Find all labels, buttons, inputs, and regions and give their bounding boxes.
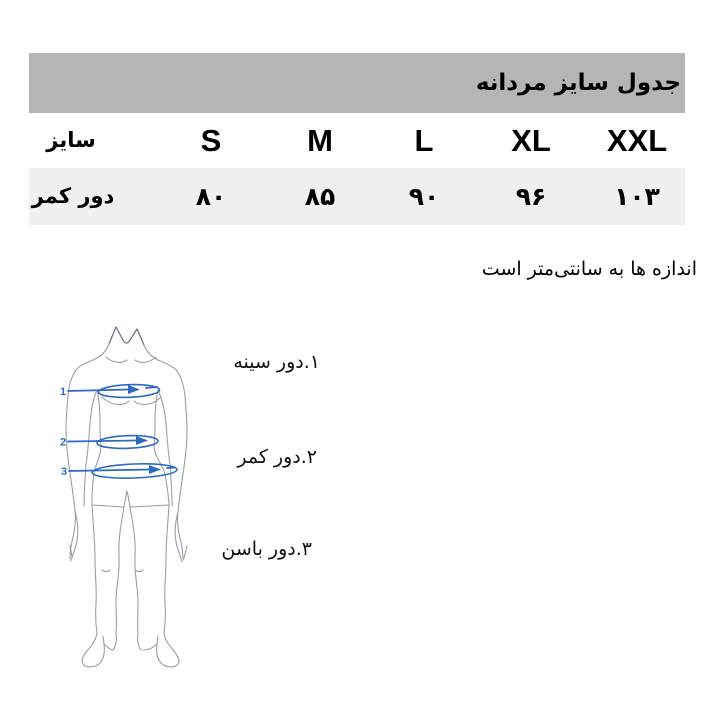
diagram-label-chest: ۱.دور سینه	[233, 351, 320, 373]
marker-number-3: 3	[61, 466, 68, 478]
neck-outline	[109, 327, 144, 345]
size-header-row	[29, 113, 685, 168]
size-chart-title: جدول سایز مردانه	[475, 70, 681, 96]
measurement-value-xl: ۹۶	[515, 182, 547, 211]
measurement-marker-hip	[61, 463, 177, 480]
measurement-row-label: دور کمر	[31, 184, 115, 208]
measurement-marker-waist	[60, 435, 158, 450]
size-cell-xxl: XXL	[606, 123, 668, 158]
size-cell-m: M	[307, 123, 333, 158]
measurement-value-xxl: ۱۰۳	[614, 182, 660, 211]
measurement-value-m: ۸۵	[304, 182, 336, 211]
size-chart-header	[29, 53, 685, 113]
size-column-label: سایز	[46, 128, 96, 152]
shorts-hem	[92, 491, 169, 507]
marker-number-1: 1	[60, 386, 67, 398]
left-foot	[82, 633, 116, 667]
measurement-marker-chest	[60, 384, 160, 399]
size-cell-s: S	[200, 123, 222, 158]
measurement-value-s: ۸۰	[195, 182, 227, 211]
body-outline	[66, 327, 187, 667]
arrowhead-icon	[149, 465, 161, 474]
size-cell-l: L	[414, 123, 434, 158]
right-foot	[138, 633, 179, 667]
diagram-label-hip: ۳.دور باسن	[221, 538, 312, 560]
right-hand	[175, 512, 187, 562]
diagram-label-waist: ۲.دور کمر	[237, 446, 317, 468]
knee-marks	[102, 570, 143, 572]
units-note: اندازه ها به سانتی‌متر است	[481, 258, 697, 280]
waist-ellipse	[97, 435, 158, 450]
left-hand	[70, 511, 78, 561]
arrowhead-icon	[136, 436, 148, 445]
measurement-value-l: ۹۰	[408, 182, 440, 211]
measurement-row	[29, 168, 685, 225]
arrowhead-icon	[128, 385, 140, 394]
marker-number-2: 2	[60, 436, 67, 449]
body-diagram	[40, 315, 210, 675]
size-cell-xl: XL	[511, 123, 551, 158]
